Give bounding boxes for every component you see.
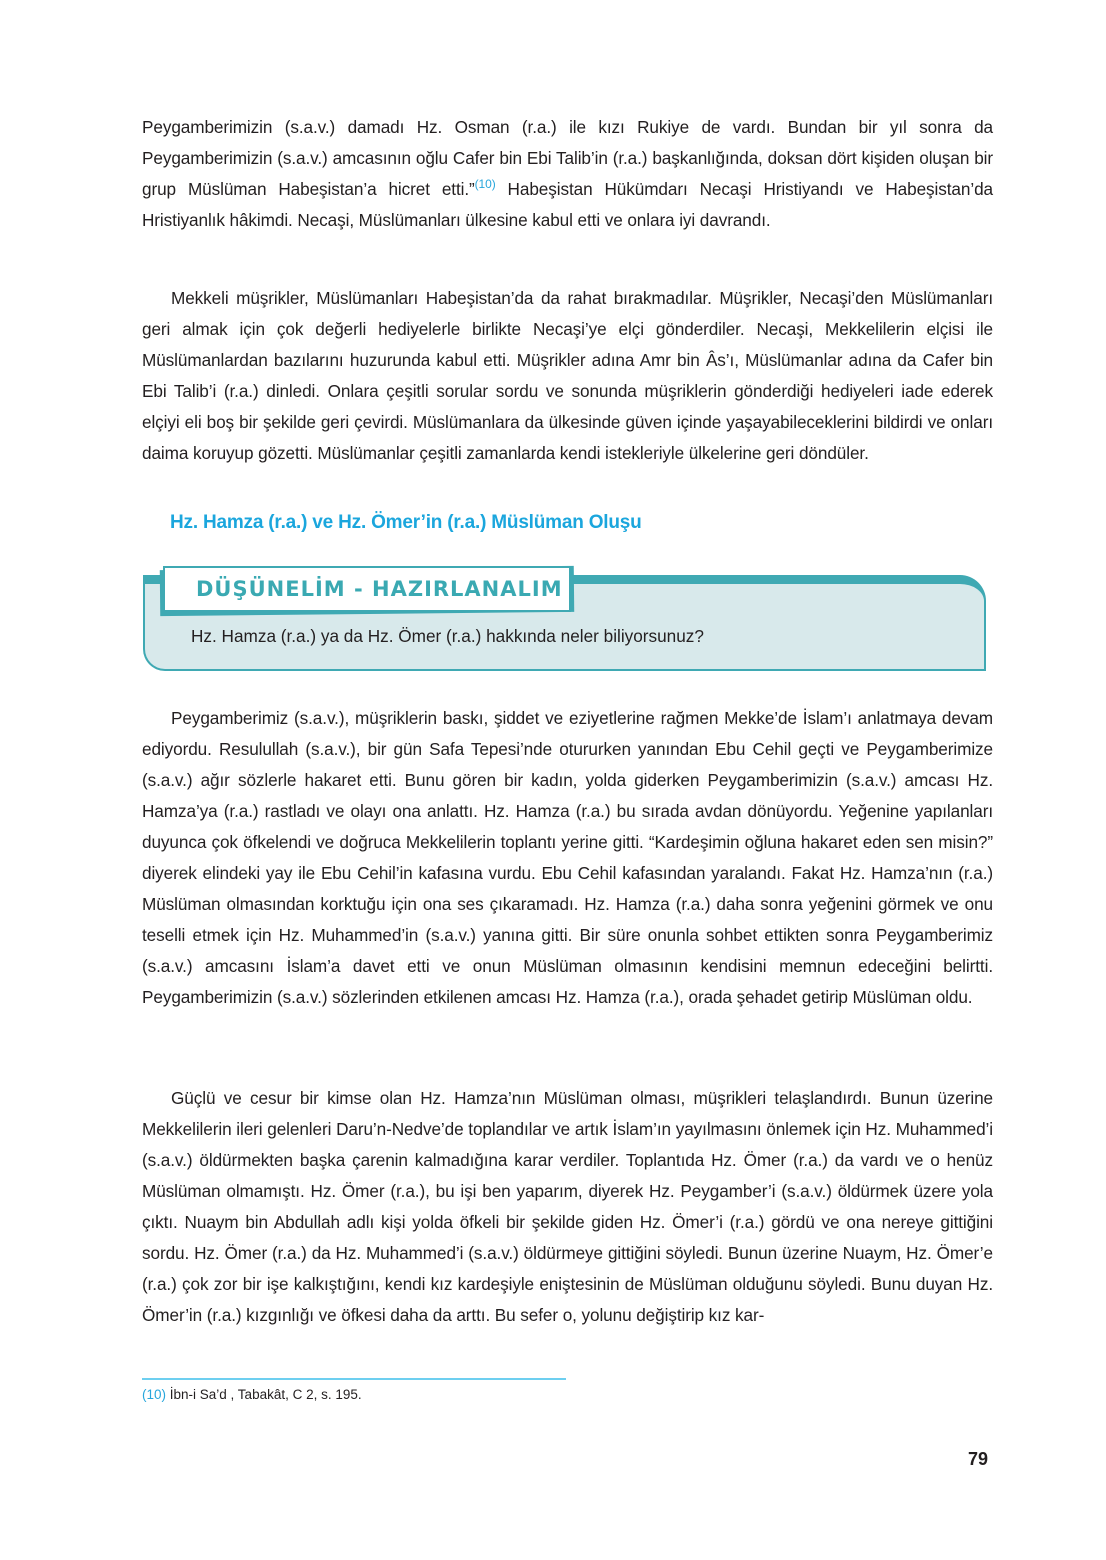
- footnote-reference[interactable]: (10): [474, 177, 496, 191]
- section-heading: Hz. Hamza (r.a.) ve Hz. Ömer’in (r.a.) Müslüman Oluşu: [170, 512, 642, 533]
- page-number: 79: [968, 1449, 989, 1469]
- think-prepare-label: [163, 566, 571, 612]
- paragraph-1-text-b: Habeşistan Hükümdarı Necaşi Hristiyandı ve Habeşistan’da Hristiyanlık hâkimdi. Necaşi, Müslümanları ülkesine kabul etti ve onlara iyi davrandı.: [142, 179, 993, 230]
- paragraph-3: [142, 703, 993, 1013]
- paragraph-2: [142, 283, 993, 469]
- footnote-text: İbn-i Sa’d , Tabakât, C 2, s. 195.: [166, 1387, 362, 1402]
- think-prepare-question: Hz. Hamza (r.a.) ya da Hz. Ömer (r.a.) hakkında neler biliyorsunuz?: [191, 626, 704, 646]
- paragraph-1: [142, 112, 993, 236]
- paragraph-4: [142, 1083, 993, 1331]
- paragraph-4-text: Güçlü ve cesur bir kimse olan Hz. Hamza’nın Müslüman olması, müşrikleri telaşlandırdı. Bunun üzerine Mekkelilerin ileri gelenleri Daru’n-Nedve’de toplandılar ve artık İslam’ın yayılmasını önlemek için Hz. Muhammed’i (s.a.v.) öldürmekten başka çarenin kalmadığına karar verdiler. Toplantıda Hz. Ömer (r.a.) da vardı ve o henüz Müslüman olmamıştı. Hz. Ömer (r.a.), bu işi ben yaparım, diyerek Hz. Peygamber’i (s.a.v.) öldürmek üzere yola çıktı. Nuaym bin Abdullah adlı kişi yolda öfkeli bir şekilde giden Hz. Ömer’i (r.a.) gördü ve ona nereye gittiğini sordu. Hz. Ömer (r.a.) da Hz. Muhammed’i (s.a.v.) öldürmeye gittiğini söyledi. Bunun üzerine Nuaym, Hz. Ömer’e (r.a.) çok zor bir işe kalkıştığını, kendi kız kardeşiyle eniştesinin de Müslüman olduğunu söyledi. Bunu duyan Hz. Ömer’in (r.a.) kızgınlığı ve öfkesi daha da arttı. Bu sefer o, yolunu değiştirip kız kar-: [142, 1088, 993, 1325]
- think-prepare-label-text: DÜŞÜNELİM - HAZIRLANALIM: [196, 577, 563, 601]
- footnote: [142, 1387, 362, 1402]
- footnote-divider: [142, 1378, 566, 1380]
- footnote-number: (10): [142, 1387, 167, 1402]
- paragraph-2-text: Mekkeli müşrikler, Müslümanları Habeşistan’da da rahat bırakmadılar. Müşrikler, Necaşi’den Müslümanları geri almak için çok değerli hediyelerle birlikte Necaşi’ye elçi gönderdiler. Necaşi, Mekkelilerin elçisi ile Müslümanlardan bazılarını huzurunda kabul etti. Müşrikler adına Amr bin Âs’ı, Müslümanlar adına da Cafer bin Ebi Talib’i (r.a.) dinledi. Onlara çeşitli sorular sordu ve sonunda müşriklerin gönderdiği hediyeleri iade ederek elçiyi eli boş bir şekilde geri çevirdi. Müslümanlara da ülkesinde güven içinde yaşayabileceklerini bildirdi ve onları daima koruyup gözetti. Müslümanlar çeşitli zamanlarda kendi istekleriyle ülkelerine geri döndüler.: [142, 288, 993, 463]
- paragraph-1-text-a: Peygamberimizin (s.a.v.) damadı Hz. Osman (r.a.) ile kızı Rukiye de vardı. Bundan bir yıl sonra da Peygamberimizin (s.a.v.) amcasının oğlu Cafer bin Ebi Talib’in (r.a.) başkanlığında, doksan dört kişiden oluşan bir grup Müslüman Habeşistan’a hicret etti.”: [142, 117, 993, 199]
- paragraph-3-text: Peygamberimiz (s.a.v.), müşriklerin baskı, şiddet ve eziyetlerine rağmen Mekke’de İslam’ı anlatmaya devam ediyordu. Resulullah (s.a.v.), bir gün Safa Tepesi’nde otururken yanından Ebu Cehil geçti ve Peygamberimize (s.a.v.) ağır sözlerle hakaret etti. Bunu gören bir kadın, yolda giderken Peygamberimizin (s.a.v.) amcası Hz. Hamza’ya (r.a.) rastladı ve olayı ona anlattı. Hz. Hamza (r.a.) bu sırada avdan dönüyordu. Yeğenine yapılanları duyunca çok öfkelendi ve doğruca Mekkelilerin toplantı yerine gitti. “Kardeşimin oğluna hakaret eden sen misin?” diyerek elindeki yay ile Ebu Cehil’in kafasına vurdu. Ebu Cehil kafasından yaralandı. Fakat Hz. Hamza’nın (r.a.) Müslüman olmasından korktuğu için ona ses çıkaramadı. Hz. Hamza (r.a.) daha sonra yeğenini görmek ve onu teselli etmek için Hz. Muhammed’in (s.a.v.) yanına gitti. Bir süre onunla sohbet ettikten sonra Peygamberimiz (s.a.v.) amcasını İslam’a davet etti ve onun Müslüman olmasının kendisini memnun edeceğini belirtti. Peygamberimizin (s.a.v.) sözlerinden etkilenen amcası Hz. Hamza (r.a.), orada şehadet getirip Müslüman oldu.: [142, 708, 993, 1007]
